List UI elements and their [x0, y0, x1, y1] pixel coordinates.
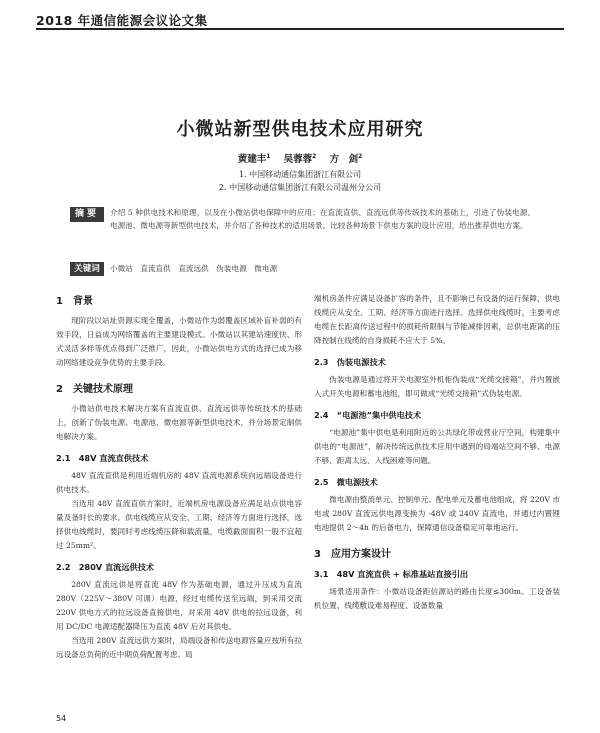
- author-sup: 1: [266, 152, 271, 160]
- subsection-heading: 3.1 48V 直流直供 + 标准基站直接引出: [314, 569, 469, 579]
- left-column: [56, 292, 302, 662]
- keywords-label: 关键词: [70, 262, 104, 276]
- subsection-heading: 2.3 伪装电源技术: [314, 357, 386, 367]
- abstract-text: 介绍 5 种供电技术和原理，以及在小微站供电保障中的应用；在直流直供、直流远供等传统技术的基础上，引进了伪装电源、电源池、微电源等新型供电技术，并介绍了各种技术的适用场景，比较各种场景下供电方案的设计应用，给出推荐供电方案。: [110, 208, 535, 230]
- body-paragraph: “电源池”集中供电是利用附近的公共绿化带或营业厅空间，构建集中供电的“电源池”，解决传统远供技术应用中遇到的局端站空间不够、电源不够、距离太远、入线困难等问题。: [314, 428, 560, 465]
- body-paragraph: 当选用 48V 直流直供方案时，近端机房电源设备应满足站点供电容量及备时长的要求。供电线缆应从安全、工期、经济等方面进行选择，选择供电线缆时，要同时考虑线缆压降和载流量，电缆截面面积一般不宜超过 25mm²。: [56, 499, 302, 550]
- subsection-heading: 2.1 48V 直流直供技术: [56, 453, 149, 463]
- section-heading: 3 应用方案设计: [314, 549, 391, 560]
- author-name: 黄建丰: [237, 154, 267, 165]
- body-paragraph: 端机房条件应满足设备扩容的条件，且不影响已有设备的运行保障，供电线缆应从安全、工期、经济等方面进行选择。选择供电线缆时，主要考虑电缆在长距离传送过程中的损耗所限制与节能减排因素，总供电距离的压降控制在线缆的自身损耗不应大于 5%。: [314, 294, 560, 345]
- affiliation: 1. 中国移动通信集团浙江有限公司: [238, 170, 362, 179]
- author-sup: 2: [312, 152, 317, 160]
- body-paragraph: 场景适用条件：小微站设备距信源站的路由长度≤300m。工设备装机位置、线缆敷设难易程度、设备数量: [314, 587, 560, 610]
- keywords-text: 小微站 直流直供 直流远供 伪装电源 微电源: [110, 264, 278, 273]
- body-paragraph: 当选用 280V 直流远供方案时，局端设备和传送电源容量应按所有拉远设备总负荷的近中期负荷配置考虑。局: [56, 636, 302, 659]
- author-sup: 2: [358, 152, 363, 160]
- body-paragraph: 280V 直流远供是将直流 48V 作为基础电源，通过升压成为直流 280V（225V～380V 可调）电源，经过电缆传送至远端，到采用交流 220V 供电方式的拉远设备直接供电，对采用 48V 供电的拉远设备，利用 DC/DC 电源适配器降压为直流 48V 后对其供电。: [56, 580, 302, 631]
- page-number: 54: [56, 714, 67, 723]
- abstract-block: [70, 207, 540, 259]
- body-paragraph: 48V 直流直供是利用近端机房的 48V 直流电源系统向远端设备进行供电技术。: [56, 471, 302, 494]
- running-head: 2018 年通信能源会议论文集: [36, 13, 208, 28]
- section-heading: 1 背景: [56, 296, 93, 307]
- section-heading: 2 关键技术原理: [56, 384, 133, 395]
- subsection-heading: 2.2 280V 直流远供技术: [56, 562, 155, 572]
- author-name: 吴蓉蓉: [283, 154, 313, 165]
- subsection-heading: 2.4 “电源池”集中供电技术: [314, 410, 422, 420]
- paper-title: 小微站新型供电技术应用研究: [176, 119, 424, 140]
- subsection-heading: 2.5 微电源技术: [314, 477, 378, 487]
- right-column: [314, 292, 560, 613]
- author-name: 方 剑: [329, 154, 359, 165]
- header-rule: [36, 28, 564, 30]
- affiliation: 2. 中国移动通信集团浙江有限公司温州分公司: [218, 183, 382, 192]
- body-paragraph: 现阶段以站址资源实现全覆盖，小微站作为弱覆盖区域补盲补弱的有效手段，日益成为网络覆盖的主要建设模式。小微站以其建站速度快、形式灵活多样等优点得到广泛推广，因此，小微站供电方式的选择已成为移动网络建设竞争优势的主要手段。: [56, 316, 302, 367]
- body-paragraph: 小微站供电技术解决方案有直流直供、直流远供等传统技术的基础上，创新了伪装电源、电源池、微电源等新型供电技术，并分场景定制供电解决方案。: [56, 404, 302, 441]
- body-paragraph: 微电源由整流单元、控制单元、配电单元及蓄电池组成，将 220V 市电或 280V 直流远供电源变换为 -48V 或 240V 直流电，并通过内置锂电池提供 2～4h 的后备电力，保障通信设备稳定可靠地运行。: [314, 495, 560, 532]
- body-paragraph: 伪装电源是通过将开关电源室外机柜伪装成“光缆交接箱”，并内置嵌入式开关电源和蓄电池组，即可做成“光缆交接箱”式伪装电源。: [314, 375, 560, 398]
- author-line: [0, 151, 600, 165]
- abstract-label: 摘要: [70, 207, 104, 222]
